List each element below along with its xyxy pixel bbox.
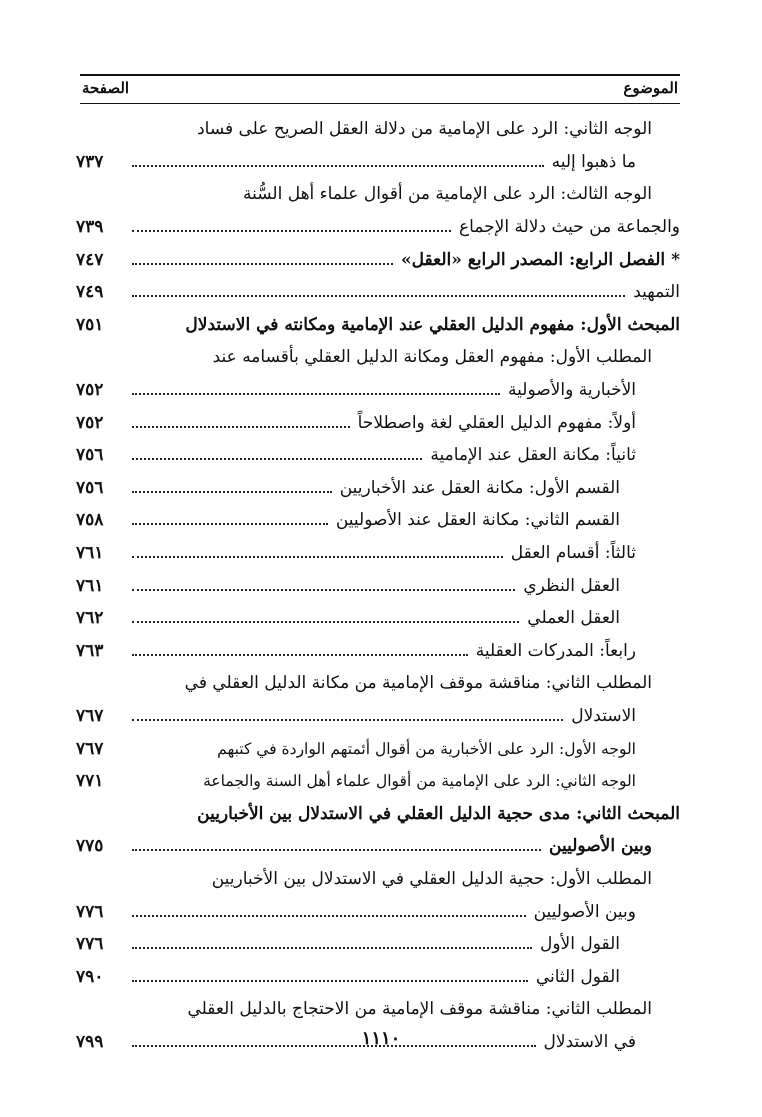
toc-entry: [76, 960, 680, 993]
toc-entry: [76, 700, 680, 733]
leader-dots: [132, 165, 544, 167]
leader-dots: [132, 654, 468, 656]
bullet-star: *: [671, 249, 680, 270]
leader-dots: [132, 426, 350, 428]
leader-dots: [132, 393, 500, 395]
toc-entry-text: ما ذهبوا إليه: [551, 151, 636, 172]
toc-entry: [76, 178, 680, 211]
leader-dots: [132, 230, 451, 232]
toc-entry: [76, 863, 680, 896]
toc-entry-page: ٧٧١: [76, 771, 104, 792]
toc-entry: [76, 439, 680, 472]
leader-dots: [132, 458, 422, 460]
toc-entry-text: القول الثاني: [535, 966, 620, 987]
toc-entry-text: وبين الأصوليين: [549, 836, 652, 857]
toc-entry-text: الوجه الثالث: الرد على الإمامية من أقوال علماء أهل السُّنة: [242, 184, 652, 205]
toc-entry-section: [76, 830, 680, 863]
toc-entry-page: ٧٤٧: [76, 249, 104, 270]
leader-dots: [132, 947, 532, 949]
toc-entry: [76, 374, 680, 407]
toc-entry-text: رابعاً: المدركات العقلية: [475, 640, 636, 661]
chapter-title: الفصل الرابع: المصدر الرابع «العقل»: [401, 249, 666, 270]
toc-entry: [76, 276, 680, 309]
toc-entry-chapter: [76, 243, 680, 276]
toc-entry: [76, 895, 680, 928]
toc-entry-text: المطلب الثاني: مناقشة موقف الإمامية من مكانة الدليل العقلي في: [184, 673, 652, 694]
toc-entry-page: ٧٧٦: [76, 901, 104, 922]
toc-entry-text: المطلب الأول: مفهوم العقل ومكانة الدليل العقلي بأقسامه عند: [212, 347, 652, 368]
toc-entry-text: المبحث الأول: مفهوم الدليل العقلي عند الإمامية ومكانته في الاستدلال: [185, 314, 680, 335]
toc-entry: [76, 928, 680, 961]
toc-entry-page: ٧٥٦: [76, 477, 104, 498]
header-bottom-rule: [80, 103, 680, 104]
toc-entry-page: ٧٦١: [76, 543, 104, 564]
toc-entry-text: الوجه الأول: الرد على الأخبارية من أقوال أئمتهم الواردة في كتبهم: [217, 739, 636, 758]
toc-entry: [76, 602, 680, 635]
table-of-contents: [76, 113, 680, 1058]
toc-entry-text: [401, 250, 680, 270]
toc-entry-page: ٧٩٠: [76, 966, 104, 987]
toc-entry-text: ثانياً: مكانة العقل عند الإمامية: [430, 445, 636, 466]
toc-entry-text: الاستدلال: [571, 705, 636, 726]
toc-entry-text: ثالثاً: أقسام العقل: [510, 543, 636, 564]
toc-entry-page: ٧٥٢: [76, 412, 104, 433]
toc-entry-page: ٧٧٥: [76, 836, 104, 857]
toc-entry: [76, 993, 680, 1026]
leader-dots: [132, 263, 393, 265]
toc-entry-text: أولاً: مفهوم الدليل العقلي لغة واصطلاحاً: [357, 412, 636, 433]
leader-dots: [132, 719, 563, 721]
toc-entry-text: القسم الثاني: مكانة العقل عند الأصوليين: [335, 510, 620, 531]
leader-dots: [132, 523, 328, 525]
toc-entry-text: المطلب الثاني: مناقشة موقف الإمامية من الاحتجاج بالدليل العقلي: [187, 999, 652, 1020]
toc-entry-text: الوجه الثاني: الرد على الإمامية من أقوال علماء أهل السنة والجماعة: [203, 772, 636, 791]
toc-entry: [76, 113, 680, 146]
toc-entry: [76, 472, 680, 505]
toc-entry-text: المطلب الأول: حجية الدليل العقلي في الاستدلال بين الأخباريين: [211, 868, 652, 889]
toc-entry-text: الوجه الثاني: الرد على الإمامية من دلالة العقل الصريح على فساد: [197, 119, 652, 140]
toc-entry-page: ٧٦٢: [76, 608, 104, 629]
toc-entry-text: المبحث الثاني: مدى حجية الدليل العقلي في الاستدلال بين الأخباريين: [197, 803, 680, 824]
toc-entry-section: [76, 797, 680, 830]
leader-dots: [132, 621, 519, 623]
toc-entry-page: ٧٧٦: [76, 934, 104, 955]
header-top-rule: [80, 74, 680, 76]
toc-entry: [76, 537, 680, 570]
leader-dots: [132, 295, 625, 297]
toc-entry-page: ٧٥١: [76, 314, 104, 335]
page-column-heading: الصفحة: [82, 79, 130, 97]
toc-entry-text: والجماعة من حيث دلالة الإجماع: [459, 217, 680, 238]
toc-entry-page: ٧٥٨: [76, 510, 104, 531]
toc-entry-page: ٧٣٧: [76, 151, 104, 172]
leader-dots: [132, 491, 332, 493]
leader-dots: [132, 915, 526, 917]
leader-dots: [132, 556, 503, 558]
toc-entry: [76, 211, 680, 244]
toc-entry-text: العقل العملي: [527, 608, 620, 629]
toc-entry: [76, 569, 680, 602]
toc-entry: [76, 146, 680, 179]
toc-entry-section: [76, 309, 680, 342]
toc-entry: [76, 406, 680, 439]
toc-entry-text: العقل النظري: [523, 575, 620, 596]
toc-entry: [76, 341, 680, 374]
toc-entry-page: ٧٦٧: [76, 738, 104, 759]
toc-entry-text: التمهيد: [633, 282, 680, 303]
toc-entry-page: ٧٩٩: [76, 1031, 104, 1052]
toc-entry: [76, 765, 680, 798]
toc-entry-page: ٧٥٦: [76, 445, 104, 466]
toc-entry: [76, 732, 680, 765]
toc-entry-page: ٧٦١: [76, 575, 104, 596]
toc-entry-text: الأخبارية والأصولية: [508, 380, 636, 401]
toc-entry: [76, 635, 680, 668]
toc-entry-page: ٧٤٩: [76, 282, 104, 303]
toc-entry-page: ٧٥٢: [76, 380, 104, 401]
toc-entry-text: في الاستدلال: [543, 1031, 636, 1052]
page-number: ١١١٠: [361, 1028, 401, 1049]
topic-column-heading: الموضوع: [623, 79, 678, 97]
leader-dots: [132, 980, 528, 982]
toc-entry-page: ٧٦٣: [76, 640, 104, 661]
toc-entry-text: وبين الأصوليين: [533, 901, 636, 922]
toc-entry-page: ٧٣٩: [76, 217, 104, 238]
toc-entry-text: القسم الأول: مكانة العقل عند الأخباريين: [339, 477, 620, 498]
toc-entry-text: القول الأول: [539, 934, 620, 955]
leader-dots: [132, 849, 541, 851]
toc-entry: [76, 667, 680, 700]
toc-entry: [76, 504, 680, 537]
toc-entry-page: ٧٦٧: [76, 705, 104, 726]
leader-dots: [132, 589, 515, 591]
